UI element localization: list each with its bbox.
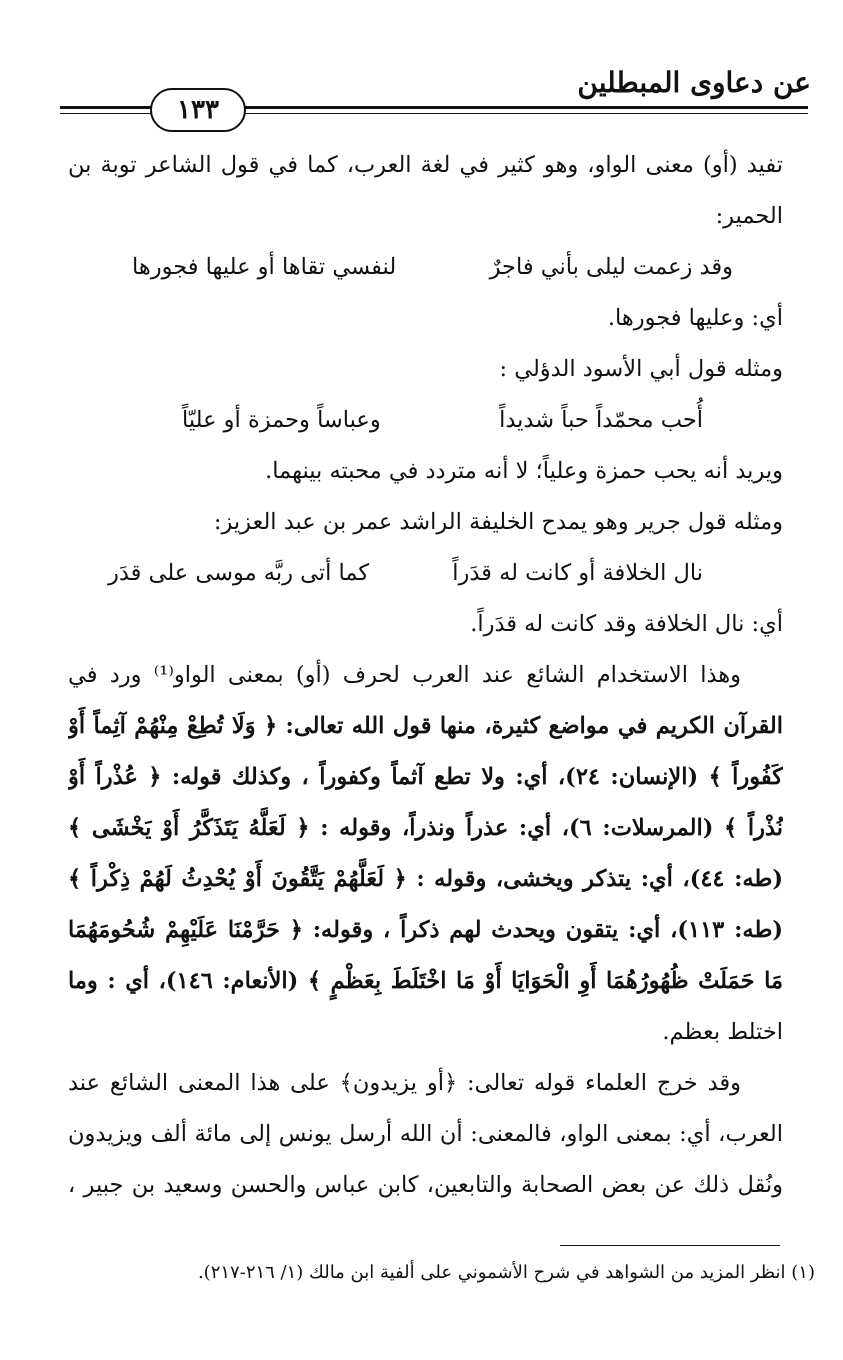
body-line: وهذا الاستخدام الشائع عند العرب لحرف (أو) بمعنى الواو⁽¹⁾ ورد في	[68, 662, 741, 688]
body-line: العرب، أي: بمعنى الواو، فالمعنى: أن الله أرسل يونس إلى مائة ألف ويزيدون	[68, 1121, 783, 1147]
quran-citation-line: (طه: ٤٤)، أي: يتذكر ويخشى، وقوله : ﴿ لَعَلَّهُمْ يَتَّقُونَ أَوْ يُحْدِثُ لَهُمْ ذِكْراً ﴾	[68, 866, 783, 892]
header-rule-right	[240, 106, 808, 109]
body-line: اختلط بعظم.	[662, 1019, 783, 1045]
header-rule-left-thin	[60, 113, 155, 114]
header-rule-right-thin	[240, 113, 808, 114]
verse-first-hemistich: أُحب محمّداً حباً شديداً	[499, 407, 703, 433]
verse-second-hemistich: وعباساً وحمزة أو عليّاً	[182, 407, 381, 433]
poem-verse	[68, 395, 783, 446]
body-line: تفيد (أو) معنى الواو، وهو كثير في لغة العرب، كما في قول الشاعر توبة بن	[68, 152, 783, 178]
body-line: ومثله قول جرير وهو يمدح الخليفة الراشد عمر بن عبد العزيز:	[213, 509, 783, 535]
body-line: ويريد أنه يحب حمزة وعلياً؛ لا أنه متردد في محبته بينهما.	[265, 458, 783, 484]
quran-citation-line: مَا حَمَلَتْ ظُهُورُهُمَا أَوِ الْحَوَايَا أَوْ مَا اخْتَلَطَ بِعَظْمٍ ﴾ (الأنعام: ١٤٦)، أي : وما	[68, 968, 783, 994]
page-number-badge: ١٣٣	[150, 88, 246, 132]
page-body	[68, 140, 783, 1211]
verse-first-hemistich: وقد زعمت ليلى بأني فاجرٌ	[489, 254, 733, 280]
body-line: أي: نال الخلافة وقد كانت له قدَراً.	[470, 611, 783, 637]
body-line: ومثله قول أبي الأسود الدؤلي :	[499, 356, 783, 382]
running-header-title: عن دعاوى المبطلين	[577, 66, 811, 99]
body-line: أي: وعليها فجورها.	[607, 305, 783, 331]
quran-citation-line: (طه: ١١٣)، أي: يتقون ويحدث لهم ذكراً ، وقوله: ﴿ حَرَّمْنَا عَلَيْهِمْ شُحُومَهُمَا	[68, 917, 783, 943]
poem-verse	[68, 548, 783, 599]
quran-citation-line: نُذْراً ﴾ (المرسلات: ٦)، أي: عذراً ونذراً، وقوله : ﴿ لَعَلَّهُ يَتَذَكَّرُ أَوْ يَخْشَى ﴾	[68, 815, 783, 841]
poem-verse	[68, 242, 783, 293]
footnote: (١) انظر المزيد من الشواهد في شرح الأشموني على ألفية ابن مالك (١/ ٢١٦-٢١٧).	[197, 1262, 815, 1283]
quran-citation-line: القرآن الكريم في مواضع كثيرة، منها قول الله تعالى: ﴿ وَلَا تُطِعْ مِنْهُمْ آثِماً أَوْ	[68, 713, 783, 739]
body-line: الحمير:	[715, 203, 783, 229]
header-rule-left	[60, 106, 155, 109]
footnote-separator	[560, 1245, 780, 1246]
verse-second-hemistich: كما أتى ربَّه موسى على قدَر	[108, 560, 370, 586]
verse-first-hemistich: نال الخلافة أو كانت له قدَراً	[452, 560, 703, 586]
body-line: ونُقل ذلك عن بعض الصحابة والتابعين، كابن عباس والحسن وسعيد بن جبير ،	[68, 1172, 783, 1198]
verse-second-hemistich: لنفسي تقاها أو عليها فجورها	[132, 254, 397, 280]
body-line: وقد خرج العلماء قوله تعالى: ﴿أو يزيدون﴾ على هذا المعنى الشائع عند	[68, 1070, 741, 1096]
quran-citation-line: كَفُوراً ﴾ (الإنسان: ٢٤)، أي: ولا تطع آثماً وكفوراً ، وكذلك قوله: ﴿ عُذْراً أَوْ	[68, 764, 783, 790]
